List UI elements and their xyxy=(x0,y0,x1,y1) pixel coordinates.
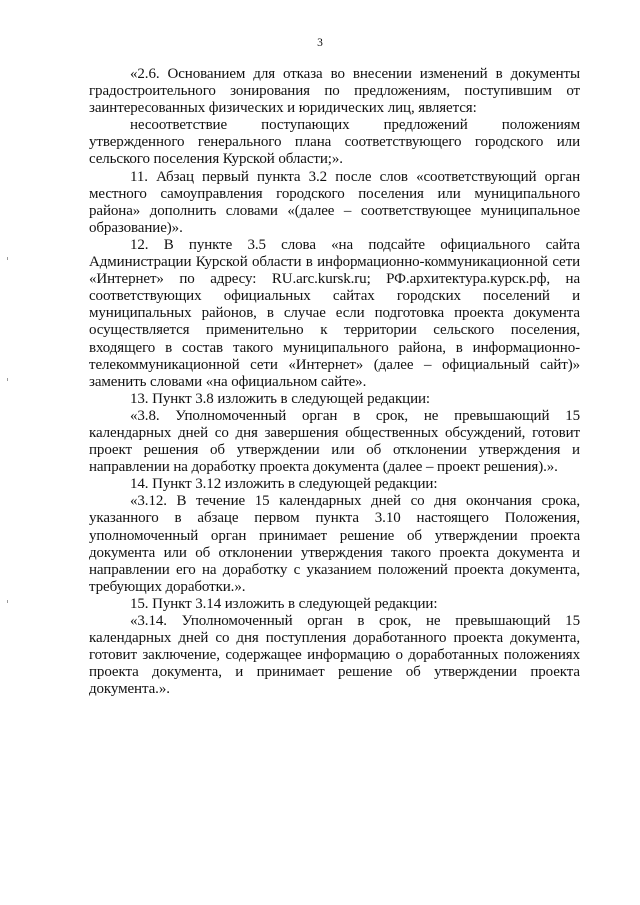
scan-edge-mark xyxy=(7,600,8,603)
paragraph-3-8-text: «3.8. Уполномоченный орган в срок, не превышающий 15 календарных дней со дня завершения общественных обсуждений, готовит проект решения об утверждении или об отклонении утверждения и направлении на доработку проекта документа (далее – проект решения).». xyxy=(89,407,580,476)
paragraph-3-14-text: «3.14. Уполномоченный орган в срок, не превышающий 15 календарных дней со дня поступления доработанного проекта документа, готовит заключение, содержащее информацию о доработанных положениях проекта документа, и принимает решение об утверждении проекта документа.». xyxy=(89,613,580,698)
paragraph-item-12: 12. В пункте 3.5 слова «на подсайте официального сайта Администрации Курской области в информационно-коммуникационной сети «Интернет» по адресу: RU.arc.kursk.ru; РФ.архитектура.курск.рф, на соответствующих официальных сайтах городских поселений и муниципальных районов, в случае если подготовка проекта документа осуществляется применительно к территории сельского поселения, входящего в состав такого муниципального района, в информационно-телекоммуникационной сети «Интернет» (далее – официальный сайт)» заменить словами «на официальном сайте». xyxy=(89,236,580,390)
page-number: 3 xyxy=(317,37,323,49)
paragraph-item-13: 13. Пункт 3.8 изложить в следующей редакции: xyxy=(130,390,431,407)
paragraph-item-11: 11. Абзац первый пункта 3.2 после слов «соответствующий орган местного самоуправления городского поселения или муниципального района» дополнить словами «(далее – соответствующее муниципальное образование)». xyxy=(89,168,580,236)
paragraph-3-12-text: «3.12. В течение 15 календарных дней со дня окончания срока, указанного в абзаце первом пункта 3.10 настоящего Положения, уполномоченный орган принимает решение об утверждении проекта документа или об отклонении утверждения такого проекта документа и направлении его на доработку с указанием положений проекта документа, требующих доработки.». xyxy=(89,493,580,595)
paragraph-item-15: 15. Пункт 3.14 изложить в следующей редакции: xyxy=(130,595,438,612)
scan-edge-mark xyxy=(7,257,8,260)
paragraph-item-14: 14. Пункт 3.12 изложить в следующей редакции: xyxy=(130,476,438,493)
scan-edge-mark xyxy=(7,378,8,381)
document-body xyxy=(89,66,580,698)
paragraph-2-6-intro: «2.6. Основанием для отказа во внесении изменений в документы градостроительного зонирования по предложениям, поступившим от заинтересованных физических и юридических лиц, является: xyxy=(89,66,580,117)
paragraph-2-6-reason: несоответствие поступающих предложений положениям утвержденного генерального плана соответствующего городского или сельского поселения Курской области;». xyxy=(89,117,580,168)
